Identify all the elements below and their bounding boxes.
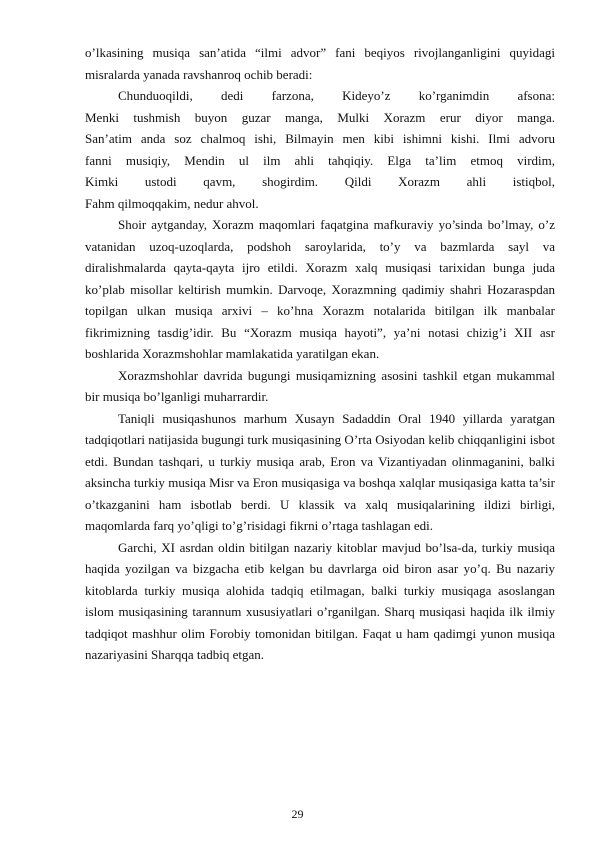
body-paragraph: Xorazmshohlar davrida bugungi musiqamizning asosini tashkil etgan mukammal bir musiqa bo’lganligi muharrardir. <box>85 367 555 404</box>
verse-line: Menki tushmish buyon guzar manga, Mulki Xorazm erur diyor manga. <box>85 109 555 125</box>
body-paragraph: Garchi, XI asrdan oldin bitilgan nazariy kitoblar mavjud bo’lsa-da, turkiy musiqa haqida yozilgan va bizgacha etib kelgan bu davrlarga oid biron asar yo’q. Bu nazariy kitoblarda turkiy musiqa alohida tadqiq etilmagan, balki turkiy musiqaga asoslangan islom musiqasining tarannum xususiyatlari o’rganilgan. Sharq musiqasi haqida ilk ilmiy tadqiqot mashhur olim Forobiy tomonidan bitilgan. Faqat u ham qadimgi yunon musiqa nazariyasini Sharqqa tadbiq etgan. <box>85 539 555 662</box>
verse-line: Kimki ustodi qavm, shogirdim. Qildi Xorazm ahli istiqbol, <box>85 174 555 189</box>
intro-paragraph: o’lkasining musiqa san’atida “ilmi advor” fani beqiyos rivojlanganligini quyidagi misralarda yanada ravshanroq ochib beradi: <box>85 45 555 82</box>
verse-line: fanni musiqiy, Mendin ul ilm ahli tahqiqiy. Elga ta’lim etmoq virdim, <box>85 152 555 168</box>
verse-line: Chunduoqildi, dedi farzona, Kideyo’z ko’rganimdin afsona: <box>118 88 555 103</box>
verse-line: San’atim anda soz chalmoq ishi, Bilmayin men kibi ishimni kishi. Ilmi advoru <box>85 131 555 146</box>
body-paragraph: Taniqli musiqashunos marhum Xusayn Sadaddin Oral 1940 yillarda yaratgan tadqiqotlari natijasida bugungi turk musiqasining O’rta Osiyodan kelib chiqqanligini isbot etdi. Bundan tashqari, u turkiy musiqa arab, Eron va Vizantiyadan olinmaganini, balki aksincha turkiy musiqa Misr va Eron musiqasiga va boshqa xalqlar musiqasiga katta ta’sir o’tkazganini ham isbotlab berdi. U klassik va xalq musiqalarining ildizi birligi, maqomlarda farq yo’qligi to’g’risidagi fikrni o’rtaga tashlagan edi. <box>85 410 555 533</box>
verse-line: Fahm qilmoqqakim, nedur ahvol. <box>85 195 259 211</box>
page-content <box>85 42 555 666</box>
body-paragraph: Shoir aytganday, Xorazm maqomlari faqatgina mafkuraviy yo’sinda bo’lmay, o’z vatanidan uzoq-uzoqlarda, podshoh saroylarida, to’y va bazmlarda sayl va diralishmalarda qayta-qayta ijro etildi. Xorazm xalq musiqasi tarixidan bunga juda ko’plab misollar keltirish mumkin. Darvoqe, Xorazmning qadimiy shahri Hozaraspdan topilgan ulkan musiqa arxivi – ko’hna Xorazm notalarida bitilgan ilk manbalar fikrimizning tasdig’idir. Bu “Xorazm musiqa hayoti”, ya’ni notasi chizig’i XII asr boshlarida Xorazmshohlar mamlakatida yaratilgan ekan. <box>85 217 555 361</box>
page-number: 29 <box>291 807 304 821</box>
verse-block <box>85 85 555 214</box>
